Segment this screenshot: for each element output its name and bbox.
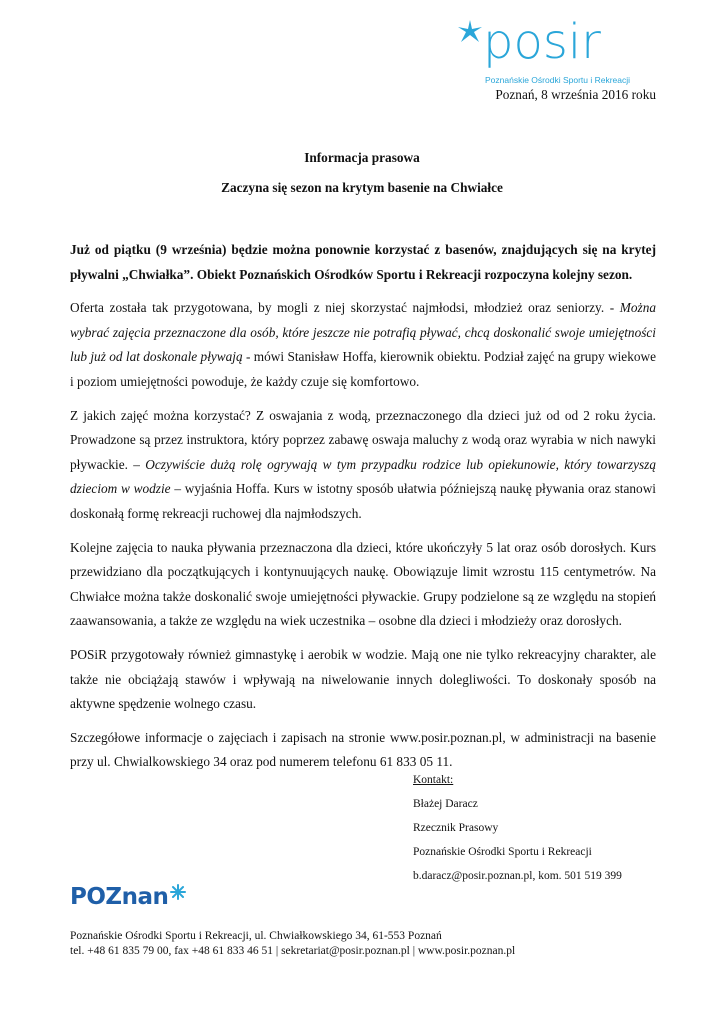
footer <box>70 929 515 959</box>
headline: Zaczyna się sezon na krytym basenie na Chwiałce <box>221 180 503 195</box>
contact-block <box>413 768 622 888</box>
footer-address: Poznańskie Ośrodki Sportu i Rekreacji, ul. Chwiałkowskiego 34, 61-553 Poznań <box>70 930 442 942</box>
paragraph-5: Szczegółowe informacje o zajęciach i zapisach na stronie www.posir.poznan.pl, w administracji na basenie przy ul. Chwialkowskiego 34 oraz pod numerem telefonu 61 833 05 11. <box>70 729 656 770</box>
poznan-logo-text: POZnan <box>70 884 169 910</box>
paragraph-3: Kolejne zajęcia to nauka pływania przeznaczona dla dzieci, które ukończyły 5 lat oraz osób dorosłych. Kurs przewidziano dla początkujących i kontynuujących naukę. Obowiązuje limit wzrostu 115 centymetrów. Na Chwiałce można także doskonalić swoje umiejętności pływackie. Grupy podzielone są ze względu na stopień zaawansowania, a także ze względu na wiek uczestnika – osobne dla dzieci i młodzieży oraz dorosłych. <box>70 539 656 629</box>
contact-email-phone: b.daracz@posir.poznan.pl, kom. 501 519 399 <box>413 870 622 882</box>
poznan-logo <box>70 884 190 924</box>
document-kind: Informacja prasowa <box>304 150 420 165</box>
lead-paragraph: Już od piątku (9 września) będzie można ponownie korzystać z basenów, znajdujących się na krytej pływalni „Chwiałka”. Obiekt Poznańskich Ośrodków Sportu i Rekreacji rozpoczyna kolejny sezon. <box>70 242 656 282</box>
paragraph-2 <box>70 404 656 527</box>
contact-name: Błażej Daracz <box>413 798 478 810</box>
footer-contacts: tel. +48 61 835 79 00, fax +48 61 833 46 51 | sekretariat@posir.poznan.pl | www.posir.poznan.pl <box>70 945 516 957</box>
contact-org: Poznańskie Ośrodki Sportu i Rekreacji <box>413 846 592 858</box>
posir-logo-subtitle: Poznańskie Ośrodki Sportu i Rekreacji <box>485 75 631 85</box>
article-body <box>70 238 656 784</box>
paragraph-4: POSiR przygotowały również gimnastykę i aerobik w wodzie. Mają one nie tylko rekreacyjny charakter, ale także nie obciążają stawów i wpływają na niwelowanie innych dolegliwości. To doskonały sposób na aktywne spędzenie wolnego czasu. <box>70 646 656 712</box>
paragraph-1 <box>70 296 656 394</box>
paragraph-1-text-b: - mówi Stanisław Hoffa, kierownik obiektu. Podział zajęć na grupy wiekowe i poziom umiejętności powoduje, że każdy czuje się komfortowo. <box>70 349 656 389</box>
paragraph-2-quote: Oczywiście dużą rolę ogrywają w tym przypadku rodzice lub opiekunowie, który towarzyszą dzieciom w wodzie <box>70 456 656 497</box>
contact-heading: Kontakt: <box>413 774 454 786</box>
poznan-star-icon <box>170 884 186 900</box>
posir-logo-text: posir <box>483 14 601 70</box>
paragraph-2-text-b: – wyjaśnia Hoffa. Kurs w istotny sposób ułatwia późniejszą naukę pływania oraz stanowi doskonałą formę rekreacji ruchowej dla najmłodszych. <box>70 481 656 521</box>
paragraph-1-quote: Można wybrać zajęcia przeznaczone dla osób, które jeszcze nie potrafią pływać, chcą doskonalić swoje umiejętności lub już od lat doskonale pływają <box>70 300 656 365</box>
contact-role: Rzecznik Prasowy <box>413 822 499 834</box>
paragraph-1-text-a: Oferta została tak przygotowana, by mogli z niej skorzystać najmłodsi, młodzież oraz seniorzy. - <box>70 300 620 316</box>
posir-star-icon <box>455 18 485 44</box>
paragraph-2-text-a: Z jakich zajęć można korzystać? Z oswajania z wodą, przeznaczonego dla dzieci już od od 2 roku życia. Prowadzone są przez instruktora, który poprzez zabawę oswaja maluchy z wodą oraz wyrabia w nich nawyki pływackie. – <box>70 407 656 472</box>
posir-logo <box>455 14 655 94</box>
place-date: Poznań, 8 września 2016 roku <box>495 87 656 102</box>
